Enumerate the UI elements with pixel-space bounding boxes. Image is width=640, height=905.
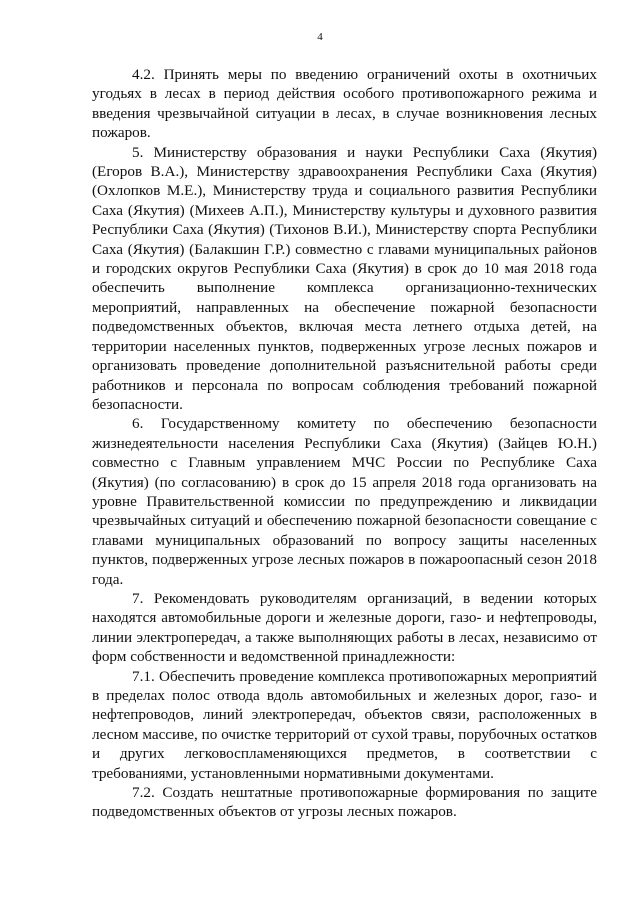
page-number: 4 (317, 31, 323, 43)
paragraph-5: 5. Министерству образования и науки Республики Саха (Якутия) (Егоров В.А.), Министерству здравоохранения Республики Саха (Якутия) (Охлопков М.Е.), Министерству труда и социального развития Республики Саха (Якутия) (Михеев А.П.), Министерству культуры и духовного развития Республики Саха (Якутия) (Тихонов В.И.), Министерству спорта Республики Саха (Якутия) (Балакшин Г.Р.) совместно с главами муниципальных районов и городских округов Республики Саха (Якутия) в срок до 10 мая 2018 года обеспечить выполнение комплекса организационно-технических мероприятий, направленных на обеспечение пожарной безопасности подведомственных объектов, включая места летнего отдыха детей, на территории населенных пунктов, подверженных угрозе лесных пожаров и организовать проведение дополнительной разъяснительной работы среди работников и персонала по вопросам соблюдения требований пожарной безопасности. (92, 143, 597, 413)
paragraph-7-1: 7.1. Обеспечить проведение комплекса противопожарных мероприятий в пределах полос отвода вдоль автомобильных и железных дорог, газо- и нефтепроводов, линий электропередач, объектов связи, расположенных в лесном массиве, по очистке территорий от сухой травы, порубочных остатков и других легковоспламеняющихся предметов, в соответствии с требованиями, установленными нормативными документами. (92, 667, 597, 782)
paragraph-6: 6. Государственному комитету по обеспечению безопасности жизнедеятельности населения Республики Саха (Якутия) (Зайцев Ю.Н.) совместно с Главным управлением МЧС России по Республике Саха (Якутия) (по согласованию) в срок до 15 апреля 2018 года организовать на уровне Правительственной комиссии по предупреждению и ликвидации чрезвычайных ситуаций и обеспечению пожарной безопасности совещание с главами муниципальных образований по вопросу защиты населенных пунктов, подверженных угрозе лесных пожаров в пожароопасный сезон 2018 года. (92, 415, 597, 588)
paragraph-4-2: 4.2. Принять меры по введению ограничений охоты в охотничьих угодьях в лесах в период действия особого противопожарного режима и введения чрезвычайной ситуации в лесах, в случае возникновения лесных пожаров. (92, 66, 597, 142)
paragraph-7-2: 7.2. Создать нештатные противопожарные формирования по защите подведомственных объектов от угрозы лесных пожаров. (92, 784, 597, 821)
document-body (92, 65, 597, 822)
paragraph-7: 7. Рекомендовать руководителям организаций, в ведении которых находятся автомобильные дороги и железные дороги, газо- и нефтепроводы, линии электропередач, а также выполняющих работы в лесах, независимо от форм собственности и ведомственной принадлежности: (92, 589, 597, 666)
